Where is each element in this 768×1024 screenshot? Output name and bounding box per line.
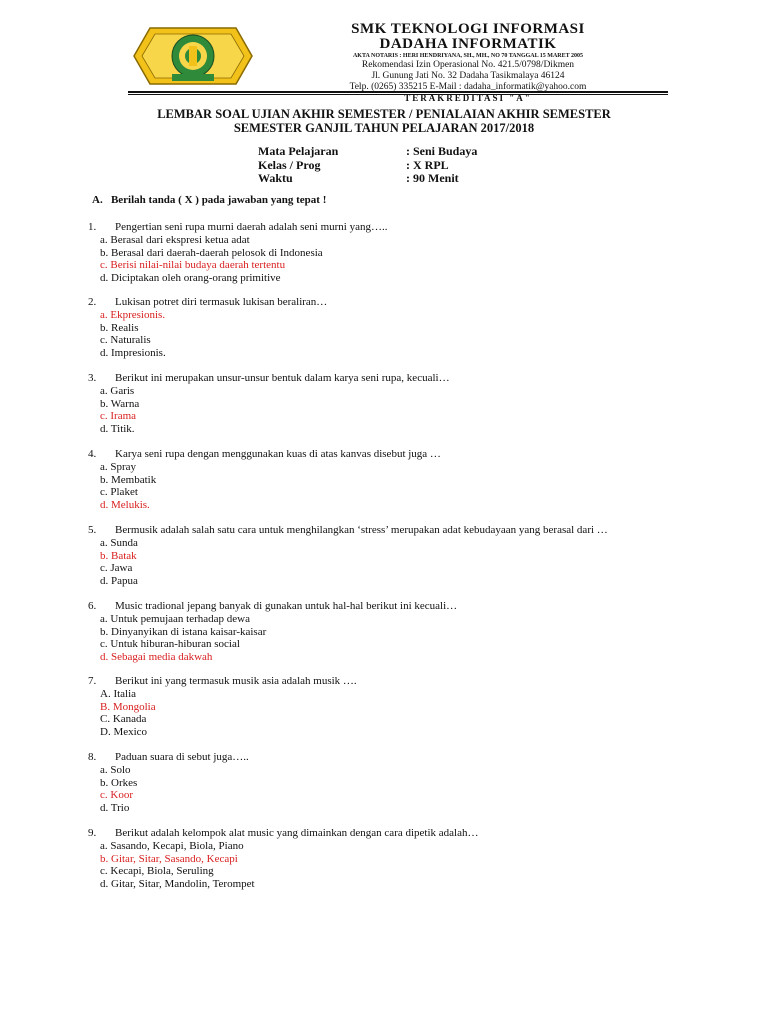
question-number: 2. <box>88 296 97 308</box>
question-stem <box>88 372 450 385</box>
answer-option: b. Orkes <box>100 776 138 789</box>
question-9 <box>88 827 479 890</box>
answer-option: c. Berisi nilai-nilai budaya daerah tertentu <box>100 259 286 272</box>
answer-option: D. Mexico <box>100 725 148 738</box>
question-stem <box>88 524 608 537</box>
answer-option: c. Koor <box>100 789 133 802</box>
operational-permit: Rekomendasi Izin Operasional No. 421.5/0798/Dikmen <box>361 60 575 70</box>
answer-option: B. Mongolia <box>100 700 156 713</box>
question-number: 1. <box>88 221 97 233</box>
answer-option: a. Solo <box>100 764 131 776</box>
letterhead <box>128 21 668 103</box>
question-stem <box>88 221 387 234</box>
answer-option: b. Berasal dari daerah-daerah pelosok di Indonesia <box>100 246 323 259</box>
question-text: Berikut ini merupakan unsur-unsur bentuk dalam karya seni rupa, kecuali… <box>115 372 450 384</box>
question-6 <box>88 600 457 663</box>
question-number: 6. <box>88 600 97 612</box>
answer-option: d. Sebagai media dakwah <box>100 650 213 663</box>
question-stem <box>88 600 457 613</box>
section-instruction: A. Berilah tanda ( X ) pada jawaban yang tepat ! <box>92 194 327 206</box>
school-contact: Telp. (0265) 335215 E-Mail : dadaha_informatik@yahoo.com <box>349 82 587 92</box>
question-text: Music tradional jepang banyak di gunakan untuk hal-hal berikut ini kecuali… <box>115 600 458 612</box>
letterhead-rule-thin <box>128 94 668 95</box>
answer-option: a. Untuk pemujaan terhadap dewa <box>100 613 250 625</box>
accreditation: TERAKREDITASI "A" <box>404 93 532 103</box>
info-value: : X RPL <box>406 157 449 172</box>
answer-option: b. Batak <box>100 549 137 562</box>
answer-option: b. Warna <box>100 397 140 410</box>
exam-title: LEMBAR SOAL UJIAN AKHIR SEMESTER / PENIALAIAN AKHIR SEMESTER <box>157 107 611 121</box>
question-7 <box>88 675 357 738</box>
answer-option: a. Sasando, Kecapi, Biola, Piano <box>100 840 244 852</box>
question-1 <box>88 221 387 284</box>
info-row-time <box>258 171 558 185</box>
question-8 <box>88 751 249 814</box>
answer-option: c. Kecapi, Biola, Seruling <box>100 865 214 878</box>
answer-option: a. Spray <box>100 461 137 473</box>
answer-option: c. Plaket <box>100 486 138 499</box>
question-2 <box>88 296 327 359</box>
question-number: 3. <box>88 372 97 384</box>
question-text: Paduan suara di sebut juga….. <box>115 751 249 763</box>
letterhead-rule <box>128 91 668 93</box>
question-number: 5. <box>88 524 97 536</box>
question-text: Berikut ini yang termasuk musik asia adalah musik …. <box>115 675 357 687</box>
answer-option: b. Realis <box>100 321 139 334</box>
question-number: 4. <box>88 448 97 460</box>
answer-option: d. Gitar, Sitar, Mandolin, Terompet <box>100 877 255 890</box>
info-value: : Seni Budaya <box>406 144 478 158</box>
school-name: SMK TEKNOLOGI INFORMASI <box>351 21 585 37</box>
answer-option: A. Italia <box>100 688 137 700</box>
answer-option: d. Impresionis. <box>100 346 166 359</box>
question-3 <box>88 372 450 435</box>
school-logo <box>128 24 258 88</box>
question-text: Lukisan potret diri termasuk lukisan beraliran… <box>115 296 328 308</box>
question-text: Berikut adalah kelompok alat music yang dimainkan dengan cara dipetik adalah… <box>115 827 479 839</box>
question-stem <box>88 675 357 688</box>
question-number: 7. <box>88 675 97 687</box>
answer-option: c. Naturalis <box>100 334 151 347</box>
answer-option: d. Diciptakan oleh orang-orang primitive <box>100 271 281 284</box>
answer-option: b. Gitar, Sitar, Sasando, Kecapi <box>100 852 238 865</box>
info-label: Mata Pelajaran <box>258 144 339 158</box>
answer-option: c. Untuk hiburan-hiburan social <box>100 638 240 651</box>
info-row-subject <box>258 144 558 158</box>
answer-option: d. Papua <box>100 574 138 587</box>
answer-option: c. Jawa <box>100 562 133 575</box>
exam-subtitle: SEMESTER GANJIL TAHUN PELAJARAN 2017/2018 <box>233 121 535 135</box>
answer-option: d. Trio <box>100 801 130 814</box>
question-number: 9. <box>88 827 97 839</box>
answer-option: a. Berasal dari ekspresi ketua adat <box>100 234 250 246</box>
exam-info <box>258 144 558 185</box>
question-stem <box>88 751 249 764</box>
question-4 <box>88 448 441 511</box>
answer-option: d. Titik. <box>100 422 135 435</box>
question-text: Pengertian seni rupa murni daerah adalah seni murni yang….. <box>115 221 388 233</box>
info-value: : 90 Menit <box>406 171 459 185</box>
notary-deed: AKTA NOTARIS : HERI HENDRIYANA, SH., MH., NO 70 TANGGAL 15 MARET 2005 <box>352 53 584 59</box>
question-stem <box>88 827 479 840</box>
question-number: 8. <box>88 751 97 763</box>
answer-option: a. Sunda <box>100 537 138 549</box>
answer-option: C. Kanada <box>100 713 147 726</box>
question-stem <box>88 296 327 309</box>
answer-option: b. Dinyanyikan di istana kaisar-kaisar <box>100 625 267 638</box>
answer-option: c. Irama <box>100 410 137 423</box>
answer-option: d. Melukis. <box>100 498 150 511</box>
question-text: Bermusik adalah salah satu cara untuk menghilangkan ‘stress’ merupakan adat kebudayaan yang berasal dari … <box>115 524 608 536</box>
answer-option: a. Garis <box>100 385 135 397</box>
answer-option: a. Ekpresionis. <box>100 309 166 321</box>
question-text: Karya seni rupa dengan menggunakan kuas di atas kanvas disebut juga … <box>115 448 441 460</box>
school-subname: DADAHA INFORMATIK <box>379 36 557 52</box>
info-label: Kelas / Prog <box>258 157 321 172</box>
question-5 <box>88 524 608 587</box>
info-label: Waktu <box>258 171 293 185</box>
info-row-class <box>258 158 558 172</box>
question-stem <box>88 448 441 461</box>
school-address: Jl. Gunung Jati No. 32 Dadaha Tasikmalaya 46124 <box>371 71 565 81</box>
answer-option: b. Membatik <box>100 473 157 486</box>
